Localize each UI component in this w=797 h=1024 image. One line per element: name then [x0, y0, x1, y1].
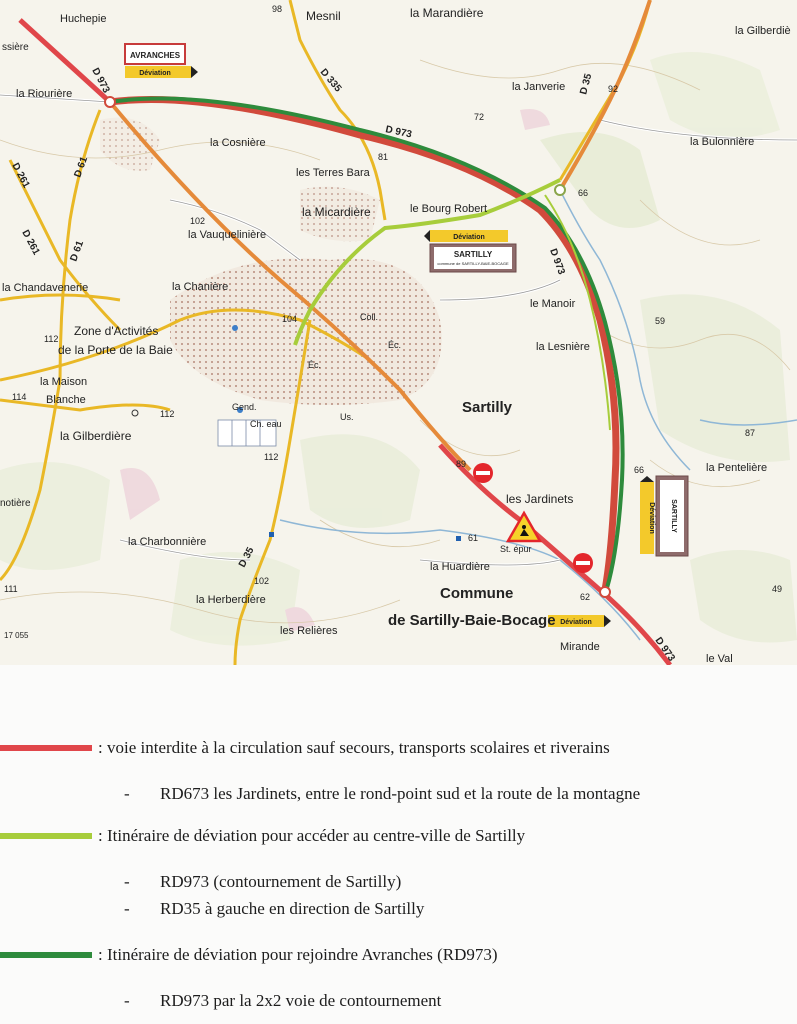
sartilly-sign-label: SARTILLY: [670, 499, 677, 533]
sartilly-sign-label: SARTILLY: [453, 250, 493, 259]
elevation-label: 81: [378, 152, 389, 162]
elevation-label: 114: [12, 392, 27, 402]
deviation-label: Déviation: [453, 234, 485, 241]
place-label: les Relières: [280, 625, 338, 637]
elevation-label: 59: [655, 316, 666, 326]
place-label: Mesnil: [306, 9, 341, 23]
north-roundabout: [105, 97, 115, 107]
place-label: Mirande: [560, 641, 600, 653]
road-label: D 261: [9, 161, 32, 190]
legend-dash: -: [124, 784, 130, 803]
place-label: le Val: [706, 653, 733, 665]
place-label: les Jardinets: [506, 492, 574, 506]
elevation-label: 111: [4, 584, 18, 594]
elevation-label: 112: [44, 334, 59, 344]
elevation-label: 112: [264, 452, 279, 462]
road-label: D 261: [19, 228, 42, 257]
legend-dash: -: [124, 899, 130, 918]
deviation-label: Déviation: [648, 502, 655, 534]
deviation-label: Déviation: [560, 619, 592, 626]
place-label: la Bulonnière: [690, 136, 755, 148]
place-label: Blanche: [46, 394, 86, 406]
sartilly-vertical-sign: [640, 476, 688, 556]
elevation-label: 98: [272, 4, 283, 14]
place-label: Éc.: [388, 340, 402, 350]
elevation-label: 112: [160, 409, 175, 419]
legend-swatch-dark-green: [0, 952, 92, 958]
elevation-label: 102: [254, 576, 270, 586]
place-label: la Marandière: [410, 6, 484, 20]
elevation-label: 72: [474, 112, 485, 122]
legend-subitem: [124, 899, 424, 919]
place-label: le Manoir: [530, 298, 576, 310]
place-label: la Herberdière: [196, 594, 266, 606]
legend-subtext: RD673 les Jardinets, entre le rond-point sud et la route de la montagne: [160, 784, 641, 803]
place-label: Ch. eau: [250, 419, 282, 429]
place-label: la Cosnière: [210, 137, 266, 149]
elevation-label: 61: [468, 533, 479, 543]
elevation-label: 92: [608, 84, 619, 94]
place-label: la Pentelière: [706, 462, 768, 474]
elevation-label: 66: [578, 188, 589, 198]
place-label: Zone d'Activités: [74, 324, 159, 338]
place-label: la Riourière: [16, 88, 73, 100]
legend-subtext: RD35 à gauche en direction de Sartilly: [160, 899, 425, 918]
place-label: de la Porte de la Baie: [58, 343, 173, 357]
place-label: la Micardière: [302, 205, 371, 219]
road-label: D 973: [652, 635, 677, 664]
legend-text: : voie interdite à la circulation sauf secours, transports scolaires et riverains: [98, 738, 610, 757]
place-label: la Lesnière: [536, 341, 590, 353]
legend-dash: -: [124, 872, 130, 891]
elevation-label: 87: [745, 428, 756, 438]
place-label: la Gilberdiè: [735, 25, 791, 37]
place-label: Éc.: [308, 360, 322, 370]
road-label: D 973: [547, 247, 567, 277]
place-label: St. épur: [500, 544, 532, 554]
place-label: la Janverie: [512, 81, 566, 93]
sheet-reference: 17 055: [4, 631, 29, 640]
road-label: D 973: [89, 66, 112, 95]
legend-subitem: [124, 991, 441, 1011]
road-label: D 61: [68, 239, 87, 264]
no-entry-icon: [473, 463, 493, 483]
legend-item-detour-center: [0, 826, 525, 846]
elevation-label: 62: [580, 592, 591, 602]
sartilly-detour-sign: [424, 230, 516, 272]
elevation-label: 102: [190, 216, 206, 226]
legend-dash: -: [124, 991, 130, 1010]
elevation-label: 66: [634, 465, 645, 475]
place-label: la Vauquelinière: [188, 229, 267, 241]
no-entry-icon: [573, 553, 593, 573]
place-label: la Chandavenerie: [2, 282, 89, 294]
road-label: D 35: [236, 545, 257, 570]
avranches-sign-label: AVRANCHES: [129, 51, 181, 60]
place-label: la Charbonnière: [128, 536, 207, 548]
road-label: D 973: [384, 124, 413, 141]
elevation-label: 49: [772, 584, 783, 594]
south-roundabout: [600, 587, 610, 597]
place-label: Us.: [340, 412, 354, 422]
place-label: Sartilly: [462, 399, 513, 416]
legend-subitem: [124, 872, 401, 892]
place-label: les Terres Bara: [296, 167, 370, 179]
deviation-label: Déviation: [139, 70, 171, 77]
elevation-label: 89: [456, 459, 467, 469]
legend-swatch-red: [0, 745, 92, 751]
place-label: Commune: [440, 585, 514, 602]
road-label: D 35: [578, 72, 595, 96]
legend-item-detour-avranches: [0, 945, 498, 965]
south-detour-sign: [548, 615, 611, 627]
legend-swatch-light-green: [0, 833, 92, 839]
place-label: Gend.: [232, 402, 257, 412]
place-label: de Sartilly-Baie-Bocage: [388, 612, 556, 629]
elevation-label: 104: [282, 314, 298, 324]
place-label: ssière: [2, 42, 29, 53]
legend-text: : Itinéraire de déviation pour accéder au centre-ville de Sartilly: [98, 826, 526, 845]
place-label: la Huardière: [430, 561, 490, 573]
legend: [0, 665, 797, 1024]
legend-subtext: RD973 (contournement de Sartilly): [160, 872, 402, 891]
place-label: la Maison: [40, 376, 88, 388]
place-label: Coll.: [360, 312, 379, 322]
place-label: Huchepie: [60, 13, 107, 25]
place-label: la Chanière: [172, 281, 229, 293]
road-label: D 335: [317, 66, 344, 95]
legend-text: : Itinéraire de déviation pour rejoindre Avranches (RD973): [98, 945, 498, 964]
road-label: D 61: [72, 155, 91, 180]
place-label: la Gilberdière: [60, 429, 132, 443]
legend-item-forbidden: [0, 738, 610, 758]
sartilly-sign-sub: commune de SARTILLY-BAIE-BOCAGE: [437, 261, 509, 266]
place-label: notière: [0, 498, 31, 509]
place-label: le Bourg Robert: [410, 203, 488, 215]
legend-subitem: [124, 784, 640, 804]
legend-subtext: RD973 par la 2x2 voie de contournement: [160, 991, 442, 1010]
